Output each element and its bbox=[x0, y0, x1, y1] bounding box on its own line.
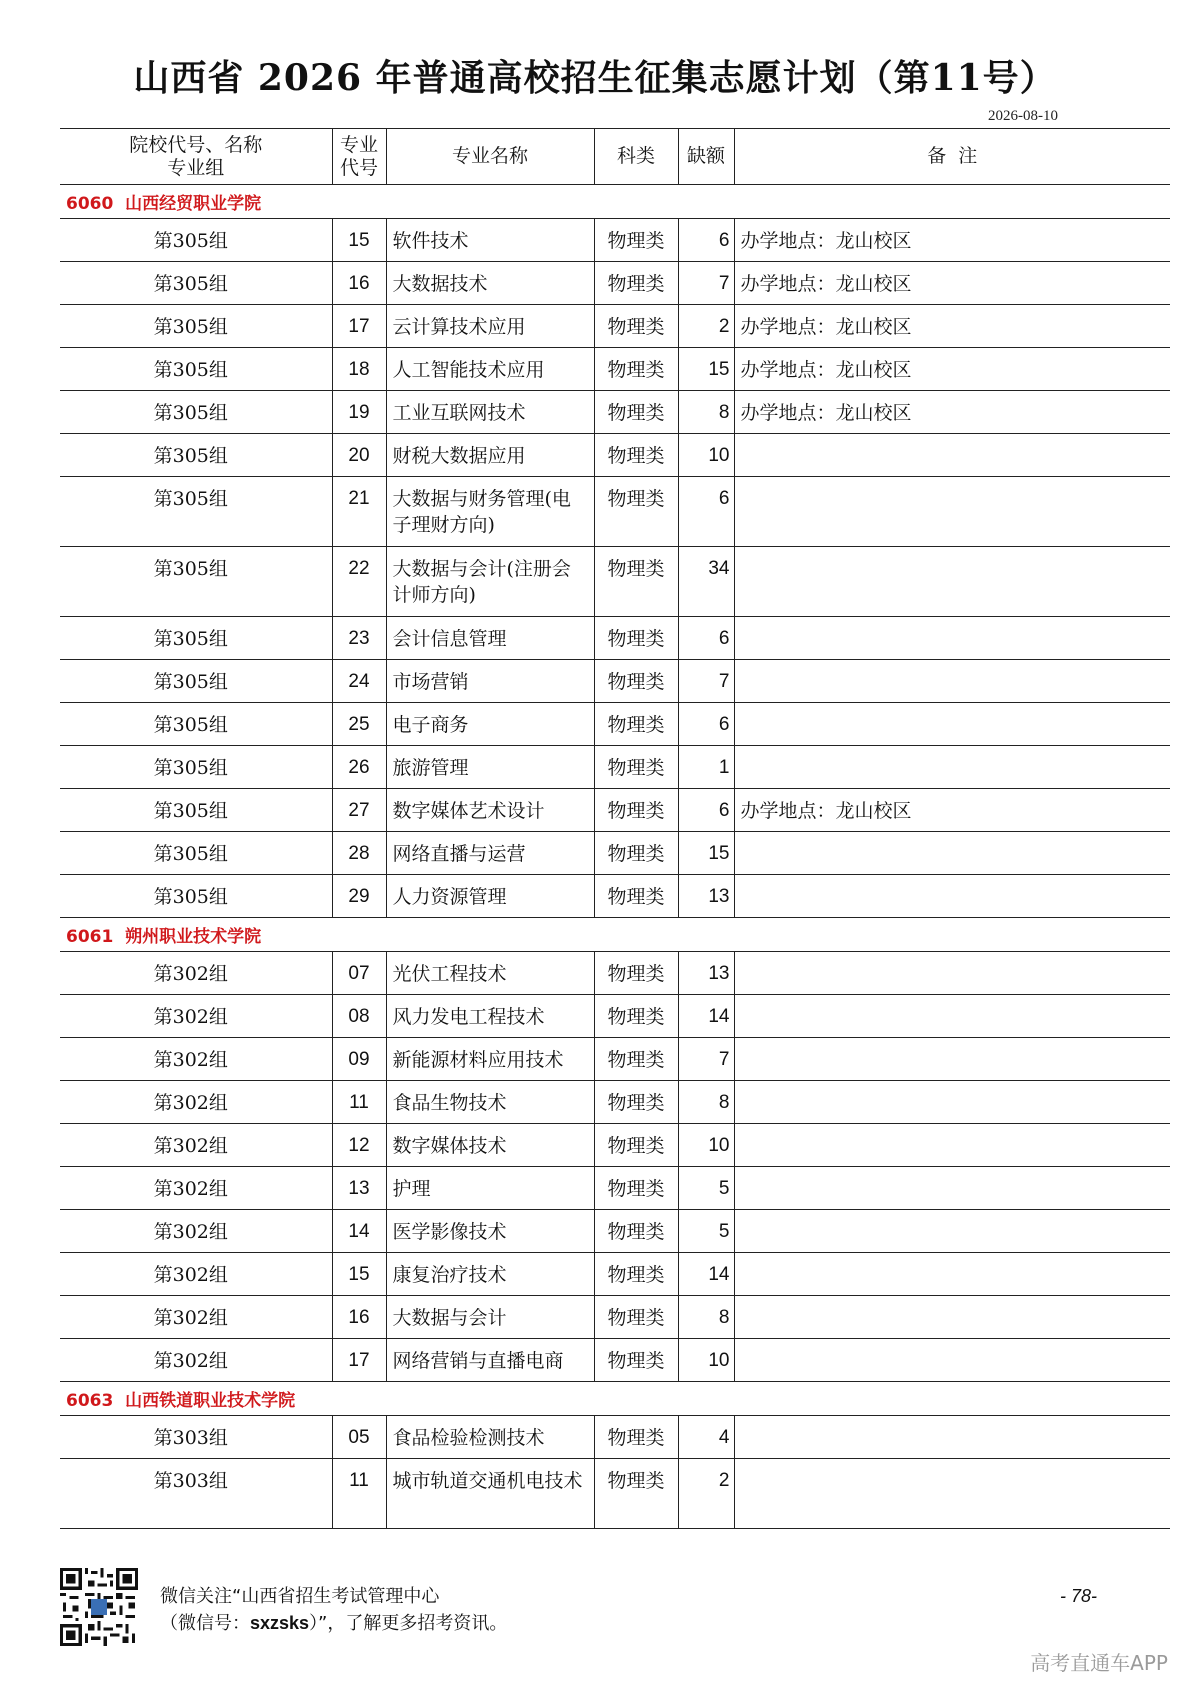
category-cell: 物理类 bbox=[594, 952, 678, 995]
category-cell: 物理类 bbox=[594, 477, 678, 547]
major-group-cell: 第305组 bbox=[60, 219, 332, 262]
major-code-cell: 05 bbox=[332, 1416, 386, 1459]
major-code-cell: 12 bbox=[332, 1124, 386, 1167]
major-code-cell: 24 bbox=[332, 660, 386, 703]
category-cell: 物理类 bbox=[594, 1253, 678, 1296]
vacancy-cell: 13 bbox=[678, 875, 734, 918]
major-group-cell: 第305组 bbox=[60, 703, 332, 746]
major-name-cell: 大数据与会计 bbox=[386, 1296, 594, 1339]
major-code-cell: 17 bbox=[332, 1339, 386, 1382]
category-cell: 物理类 bbox=[594, 1210, 678, 1253]
major-code-cell: 29 bbox=[332, 875, 386, 918]
major-group-cell: 第302组 bbox=[60, 1339, 332, 1382]
note-cell: 办学地点：龙山校区 bbox=[734, 789, 1170, 832]
note-cell bbox=[734, 1167, 1170, 1210]
major-code-cell: 11 bbox=[332, 1459, 386, 1529]
vacancy-cell: 10 bbox=[678, 1124, 734, 1167]
page-title: 山西省 2026 年普通高校招生征集志愿计划（第11号） bbox=[133, 57, 1057, 99]
vacancy-cell: 34 bbox=[678, 547, 734, 617]
category-cell: 物理类 bbox=[594, 1124, 678, 1167]
vacancy-cell: 2 bbox=[678, 1459, 734, 1529]
major-code-cell: 25 bbox=[332, 703, 386, 746]
note-cell bbox=[734, 995, 1170, 1038]
vacancy-cell: 15 bbox=[678, 348, 734, 391]
major-group-cell: 第305组 bbox=[60, 262, 332, 305]
major-group-cell: 第305组 bbox=[60, 617, 332, 660]
vacancy-cell: 7 bbox=[678, 1038, 734, 1081]
note-cell bbox=[734, 434, 1170, 477]
vacancy-cell: 2 bbox=[678, 305, 734, 348]
footer-wechat-notice bbox=[160, 1584, 507, 1637]
table-row bbox=[60, 1167, 1170, 1210]
major-name-cell: 大数据与会计(注册会计师方向) bbox=[386, 547, 594, 617]
category-cell: 物理类 bbox=[594, 348, 678, 391]
table-row bbox=[60, 1081, 1170, 1124]
vacancy-cell: 6 bbox=[678, 703, 734, 746]
major-code-cell: 27 bbox=[332, 789, 386, 832]
header-major-code-line2: 代号 bbox=[339, 156, 378, 179]
major-code-cell: 22 bbox=[332, 547, 386, 617]
major-name-cell: 财税大数据应用 bbox=[386, 434, 594, 477]
major-group-cell: 第305组 bbox=[60, 305, 332, 348]
category-cell: 物理类 bbox=[594, 660, 678, 703]
institution-row bbox=[60, 1382, 1170, 1416]
major-code-cell: 26 bbox=[332, 746, 386, 789]
major-group-cell: 第305组 bbox=[60, 348, 332, 391]
vacancy-cell: 4 bbox=[678, 1416, 734, 1459]
vacancy-cell: 6 bbox=[678, 617, 734, 660]
major-name-cell: 电子商务 bbox=[386, 703, 594, 746]
major-name-cell: 会计信息管理 bbox=[386, 617, 594, 660]
major-name-cell: 工业互联网技术 bbox=[386, 391, 594, 434]
major-name-cell: 网络直播与运营 bbox=[386, 832, 594, 875]
note-cell bbox=[734, 477, 1170, 547]
category-cell: 物理类 bbox=[594, 703, 678, 746]
table-row bbox=[60, 262, 1170, 305]
table-row bbox=[60, 547, 1170, 617]
major-name-cell: 康复治疗技术 bbox=[386, 1253, 594, 1296]
category-cell: 物理类 bbox=[594, 391, 678, 434]
vacancy-cell: 5 bbox=[678, 1167, 734, 1210]
institution-name: 6063 山西铁道职业技术学院 bbox=[60, 1382, 1170, 1416]
header-category: 科类 bbox=[594, 129, 678, 185]
major-code-cell: 19 bbox=[332, 391, 386, 434]
major-code-cell: 16 bbox=[332, 1296, 386, 1339]
institution-name: 6061 朔州职业技术学院 bbox=[60, 918, 1170, 952]
header-institution-line: 院校代号、名称 bbox=[129, 133, 263, 156]
table-body bbox=[60, 185, 1170, 1529]
table-row bbox=[60, 1416, 1170, 1459]
note-cell: 办学地点：龙山校区 bbox=[734, 348, 1170, 391]
major-name-cell: 城市轨道交通机电技术 bbox=[386, 1459, 594, 1529]
category-cell: 物理类 bbox=[594, 434, 678, 477]
major-name-cell: 风力发电工程技术 bbox=[386, 995, 594, 1038]
major-name-cell: 食品检验检测技术 bbox=[386, 1416, 594, 1459]
major-group-cell: 第302组 bbox=[60, 1038, 332, 1081]
major-group-cell: 第305组 bbox=[60, 434, 332, 477]
note-cell bbox=[734, 547, 1170, 617]
table-row bbox=[60, 348, 1170, 391]
note-cell: 办学地点：龙山校区 bbox=[734, 219, 1170, 262]
institution-row bbox=[60, 185, 1170, 219]
vacancy-cell: 10 bbox=[678, 434, 734, 477]
vacancy-cell: 6 bbox=[678, 477, 734, 547]
table-row bbox=[60, 1296, 1170, 1339]
plan-table bbox=[60, 128, 1170, 1529]
table-row bbox=[60, 660, 1170, 703]
vacancy-cell: 1 bbox=[678, 746, 734, 789]
table-row bbox=[60, 703, 1170, 746]
vacancy-cell: 14 bbox=[678, 995, 734, 1038]
table-row bbox=[60, 1210, 1170, 1253]
category-cell: 物理类 bbox=[594, 995, 678, 1038]
major-name-cell: 旅游管理 bbox=[386, 746, 594, 789]
note-cell bbox=[734, 1339, 1170, 1382]
note-cell: 办学地点：龙山校区 bbox=[734, 305, 1170, 348]
major-name-cell: 大数据技术 bbox=[386, 262, 594, 305]
note-cell bbox=[734, 875, 1170, 918]
category-cell: 物理类 bbox=[594, 746, 678, 789]
major-group-cell: 第302组 bbox=[60, 952, 332, 995]
major-code-cell: 17 bbox=[332, 305, 386, 348]
table-row bbox=[60, 477, 1170, 547]
vacancy-cell: 15 bbox=[678, 832, 734, 875]
major-code-cell: 13 bbox=[332, 1167, 386, 1210]
major-group-cell: 第305组 bbox=[60, 547, 332, 617]
note-cell bbox=[734, 1081, 1170, 1124]
table-row bbox=[60, 391, 1170, 434]
vacancy-cell: 14 bbox=[678, 1253, 734, 1296]
major-name-cell: 光伏工程技术 bbox=[386, 952, 594, 995]
category-cell: 物理类 bbox=[594, 1081, 678, 1124]
note-cell bbox=[734, 1296, 1170, 1339]
major-name-cell: 市场营销 bbox=[386, 660, 594, 703]
category-cell: 物理类 bbox=[594, 262, 678, 305]
header-institution-group bbox=[60, 129, 332, 185]
major-code-cell: 23 bbox=[332, 617, 386, 660]
major-name-cell: 食品生物技术 bbox=[386, 1081, 594, 1124]
category-cell: 物理类 bbox=[594, 832, 678, 875]
major-group-cell: 第303组 bbox=[60, 1459, 332, 1529]
major-group-cell: 第305组 bbox=[60, 660, 332, 703]
table-row bbox=[60, 832, 1170, 875]
major-group-cell: 第303组 bbox=[60, 1416, 332, 1459]
major-code-cell: 07 bbox=[332, 952, 386, 995]
vacancy-cell: 8 bbox=[678, 1296, 734, 1339]
category-cell: 物理类 bbox=[594, 1296, 678, 1339]
major-code-cell: 14 bbox=[332, 1210, 386, 1253]
table-row bbox=[60, 1038, 1170, 1081]
table-row bbox=[60, 305, 1170, 348]
table-row bbox=[60, 1253, 1170, 1296]
category-cell: 物理类 bbox=[594, 1038, 678, 1081]
vacancy-cell: 7 bbox=[678, 660, 734, 703]
note-cell: 办学地点：龙山校区 bbox=[734, 391, 1170, 434]
vacancy-cell: 6 bbox=[678, 789, 734, 832]
footer-line2-suffix: ）”，了解更多招考资讯。 bbox=[309, 1613, 508, 1634]
footer-line2 bbox=[160, 1610, 507, 1637]
header-major-code bbox=[332, 129, 386, 185]
major-name-cell: 软件技术 bbox=[386, 219, 594, 262]
major-group-cell: 第302组 bbox=[60, 1124, 332, 1167]
table-row bbox=[60, 875, 1170, 918]
major-group-cell: 第305组 bbox=[60, 477, 332, 547]
major-group-cell: 第302组 bbox=[60, 995, 332, 1038]
table-header bbox=[60, 129, 1170, 185]
major-code-cell: 28 bbox=[332, 832, 386, 875]
publish-date: 2026-08-10 bbox=[988, 108, 1058, 124]
category-cell: 物理类 bbox=[594, 1416, 678, 1459]
major-group-cell: 第302组 bbox=[60, 1296, 332, 1339]
major-group-cell: 第305组 bbox=[60, 391, 332, 434]
major-code-cell: 15 bbox=[332, 219, 386, 262]
note-cell bbox=[734, 703, 1170, 746]
plan-table-container bbox=[60, 128, 1170, 1529]
vacancy-cell: 7 bbox=[678, 262, 734, 305]
wechat-id: sxzsks bbox=[250, 1613, 310, 1633]
major-group-cell: 第302组 bbox=[60, 1081, 332, 1124]
header-major-code-line1: 专业 bbox=[339, 133, 378, 156]
note-cell: 办学地点：龙山校区 bbox=[734, 262, 1170, 305]
category-cell: 物理类 bbox=[594, 1167, 678, 1210]
major-code-cell: 18 bbox=[332, 348, 386, 391]
major-group-cell: 第302组 bbox=[60, 1167, 332, 1210]
vacancy-cell: 6 bbox=[678, 219, 734, 262]
institution-row bbox=[60, 918, 1170, 952]
major-group-cell: 第305组 bbox=[60, 746, 332, 789]
major-name-cell: 网络营销与直播电商 bbox=[386, 1339, 594, 1382]
major-code-cell: 09 bbox=[332, 1038, 386, 1081]
major-name-cell: 大数据与财务管理(电子理财方向) bbox=[386, 477, 594, 547]
header-vacancy: 缺额 bbox=[678, 129, 734, 185]
major-group-cell: 第305组 bbox=[60, 875, 332, 918]
category-cell: 物理类 bbox=[594, 617, 678, 660]
category-cell: 物理类 bbox=[594, 547, 678, 617]
note-cell bbox=[734, 617, 1170, 660]
note-cell bbox=[734, 952, 1170, 995]
category-cell: 物理类 bbox=[594, 219, 678, 262]
qr-code-icon bbox=[60, 1568, 138, 1646]
major-name-cell: 人工智能技术应用 bbox=[386, 348, 594, 391]
table-row bbox=[60, 995, 1170, 1038]
table-row bbox=[60, 789, 1170, 832]
institution-name: 6060 山西经贸职业学院 bbox=[60, 185, 1170, 219]
note-cell bbox=[734, 1210, 1170, 1253]
table-row bbox=[60, 1459, 1170, 1529]
major-code-cell: 20 bbox=[332, 434, 386, 477]
category-cell: 物理类 bbox=[594, 305, 678, 348]
note-cell bbox=[734, 660, 1170, 703]
note-cell bbox=[734, 1253, 1170, 1296]
vacancy-cell: 13 bbox=[678, 952, 734, 995]
note-cell bbox=[734, 1124, 1170, 1167]
header-group-line: 专业组 bbox=[167, 156, 225, 179]
major-name-cell: 云计算技术应用 bbox=[386, 305, 594, 348]
page-number: - 78- bbox=[1060, 1586, 1098, 1606]
footer-line1: 微信关注“山西省招生考试管理中心 bbox=[160, 1586, 440, 1607]
category-cell: 物理类 bbox=[594, 875, 678, 918]
vacancy-cell: 8 bbox=[678, 1081, 734, 1124]
major-group-cell: 第305组 bbox=[60, 832, 332, 875]
major-name-cell: 数字媒体艺术设计 bbox=[386, 789, 594, 832]
category-cell: 物理类 bbox=[594, 789, 678, 832]
major-code-cell: 15 bbox=[332, 1253, 386, 1296]
major-group-cell: 第302组 bbox=[60, 1210, 332, 1253]
note-cell bbox=[734, 746, 1170, 789]
vacancy-cell: 5 bbox=[678, 1210, 734, 1253]
table-row bbox=[60, 617, 1170, 660]
major-name-cell: 新能源材料应用技术 bbox=[386, 1038, 594, 1081]
major-name-cell: 护理 bbox=[386, 1167, 594, 1210]
major-name-cell: 医学影像技术 bbox=[386, 1210, 594, 1253]
major-code-cell: 21 bbox=[332, 477, 386, 547]
major-group-cell: 第302组 bbox=[60, 1253, 332, 1296]
table-row bbox=[60, 1339, 1170, 1382]
major-code-cell: 16 bbox=[332, 262, 386, 305]
table-row bbox=[60, 746, 1170, 789]
major-group-cell: 第305组 bbox=[60, 789, 332, 832]
category-cell: 物理类 bbox=[594, 1459, 678, 1529]
note-cell bbox=[734, 1416, 1170, 1459]
footer-line2-prefix: （微信号： bbox=[160, 1613, 250, 1634]
table-row bbox=[60, 952, 1170, 995]
major-name-cell: 人力资源管理 bbox=[386, 875, 594, 918]
category-cell: 物理类 bbox=[594, 1339, 678, 1382]
note-cell bbox=[734, 1038, 1170, 1081]
major-name-cell: 数字媒体技术 bbox=[386, 1124, 594, 1167]
header-note: 备 注 bbox=[734, 129, 1170, 185]
vacancy-cell: 10 bbox=[678, 1339, 734, 1382]
note-cell bbox=[734, 832, 1170, 875]
table-row bbox=[60, 434, 1170, 477]
table-row bbox=[60, 1124, 1170, 1167]
major-code-cell: 11 bbox=[332, 1081, 386, 1124]
watermark-text: 高考直通车APP bbox=[1030, 1651, 1168, 1675]
major-code-cell: 08 bbox=[332, 995, 386, 1038]
table-row bbox=[60, 219, 1170, 262]
note-cell bbox=[734, 1459, 1170, 1529]
header-major-name: 专业名称 bbox=[386, 129, 594, 185]
vacancy-cell: 8 bbox=[678, 391, 734, 434]
